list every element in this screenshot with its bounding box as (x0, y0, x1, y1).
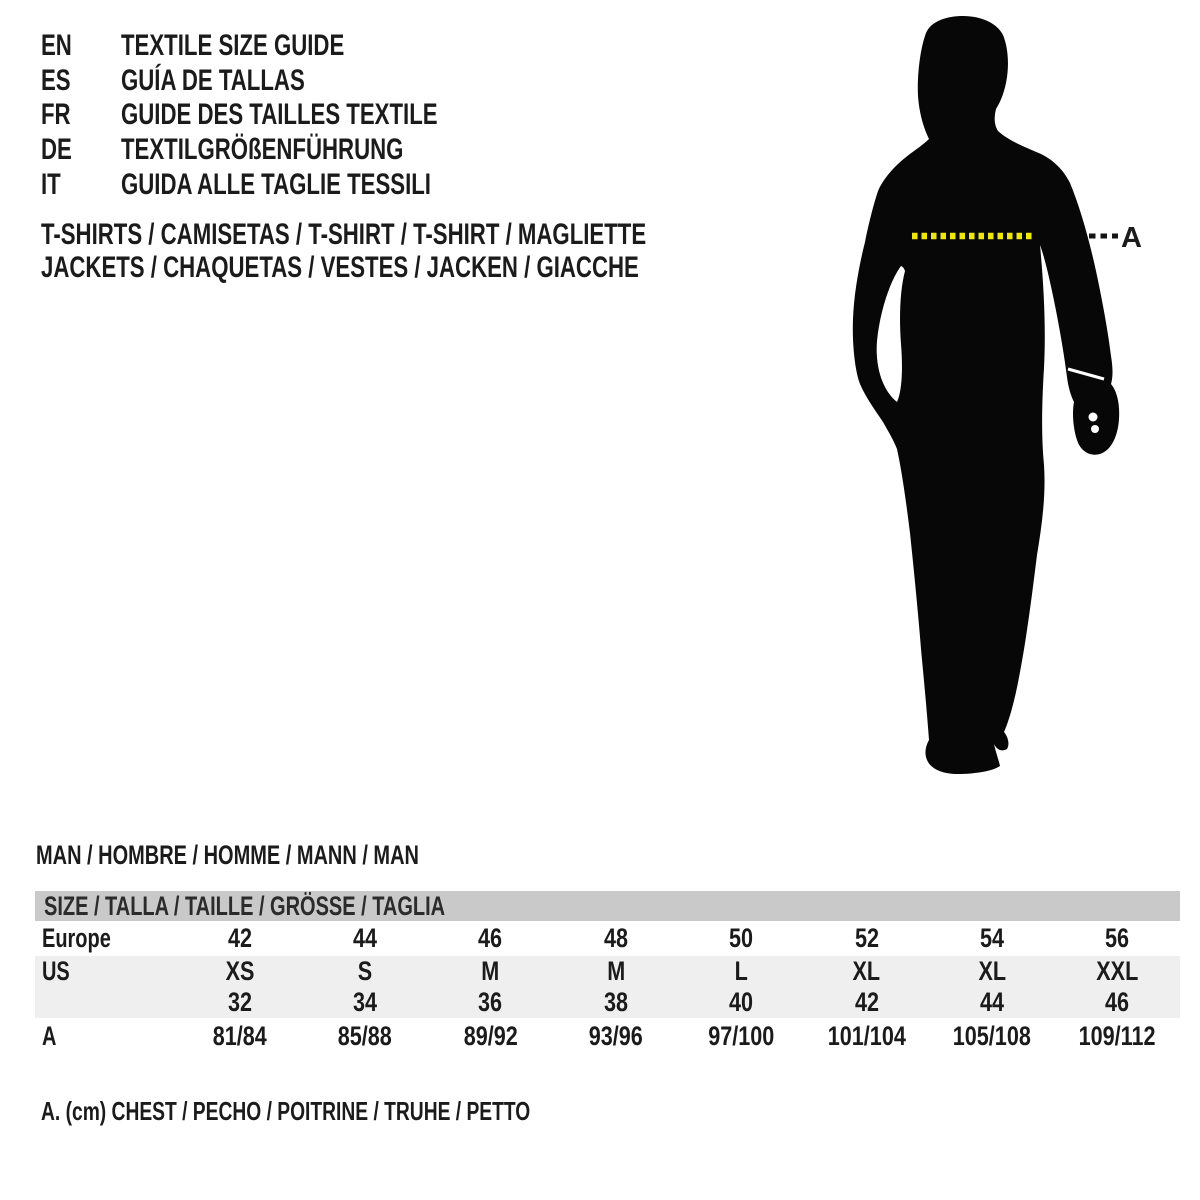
language-title: GUÍA DE TALLAS (121, 63, 305, 97)
table-cell: M (606, 956, 625, 986)
table-cell: XL (852, 956, 881, 986)
language-title: GUIDA ALLE TAGLIE TESSILI (121, 167, 431, 201)
man-silhouette (840, 14, 1140, 780)
size-table-grid (35, 921, 1180, 1055)
category-heading (41, 219, 859, 284)
table-cell: S (357, 956, 373, 986)
table-cell: M (481, 956, 500, 986)
language-row-es (41, 64, 549, 99)
table-cell: 34 (353, 987, 378, 1017)
table-cell: 48 (603, 923, 628, 953)
row-label: Europe (42, 923, 111, 953)
table-cell: 40 (729, 987, 754, 1017)
table-cell: 89/92 (463, 1021, 518, 1051)
measurement-footnote: A. (cm) CHEST / PECHO / POITRINE / TRUHE / PETTO (41, 1096, 531, 1126)
language-title: GUIDE DES TAILLES TEXTILE (121, 98, 438, 132)
table-cell: 32 (227, 987, 252, 1017)
table-cell: XS (225, 956, 255, 986)
size-table-header: SIZE / TALLA / TAILLE / GRÖSSE / TAGLIA (35, 891, 1180, 921)
row-label (35, 987, 177, 1018)
table-row-chest-a (35, 1018, 1180, 1055)
language-row-fr (41, 98, 549, 133)
table-cell: 38 (603, 987, 628, 1017)
table-cell: 93/96 (588, 1021, 643, 1051)
language-row-de (41, 133, 549, 168)
table-cell: 42 (227, 923, 252, 953)
measure-label-a: A (1121, 222, 1142, 254)
language-code: DE (41, 133, 72, 167)
language-title: TEXTILGRÖßENFÜHRUNG (121, 133, 404, 167)
category-line-jackets: JACKETS / CHAQUETAS / VESTES / JACKEN / GIACCHE (41, 250, 639, 284)
table-cell: XL (978, 956, 1006, 986)
language-code: FR (41, 98, 71, 132)
table-cell: 46 (1105, 987, 1130, 1017)
gender-heading: MAN / HOMBRE / HOMME / MANN / MAN (36, 840, 419, 870)
table-cell: 85/88 (338, 1021, 393, 1051)
table-row-numeric (35, 987, 1180, 1018)
fist-notch (1089, 413, 1098, 422)
table-row-europe (35, 921, 1180, 956)
table-cell: 109/112 (1078, 1021, 1156, 1051)
row-label: US (42, 956, 70, 986)
table-cell: XXL (1096, 956, 1139, 986)
table-cell: 97/100 (708, 1021, 775, 1051)
size-table (35, 891, 1180, 1055)
table-cell: 52 (854, 923, 879, 953)
table-cell: 46 (478, 923, 503, 953)
fist-notch (1091, 425, 1099, 433)
row-label: A (42, 1021, 57, 1051)
category-line-tshirts: T-SHIRTS / CAMISETAS / T-SHIRT / T-SHIRT / MAGLIETTE (41, 218, 647, 251)
table-cell: 44 (979, 987, 1004, 1017)
table-cell: 105/108 (952, 1021, 1031, 1051)
table-cell: 36 (478, 987, 503, 1017)
table-cell: 101/104 (827, 1021, 906, 1051)
language-code: EN (41, 29, 72, 63)
language-code: IT (41, 167, 61, 201)
table-cell: 81/84 (212, 1021, 267, 1051)
language-row-en (41, 29, 549, 64)
table-cell: 54 (979, 923, 1004, 953)
table-cell: 42 (854, 987, 879, 1017)
language-code: ES (41, 63, 71, 97)
figure-silhouette (840, 14, 1140, 780)
table-cell: 50 (729, 923, 754, 953)
table-cell: 56 (1105, 923, 1130, 953)
language-list (41, 29, 549, 202)
table-row-us (35, 956, 1180, 987)
language-row-it (41, 167, 549, 202)
table-cell: L (734, 956, 748, 986)
table-cell: 44 (353, 923, 378, 953)
language-title: TEXTILE SIZE GUIDE (121, 29, 345, 63)
